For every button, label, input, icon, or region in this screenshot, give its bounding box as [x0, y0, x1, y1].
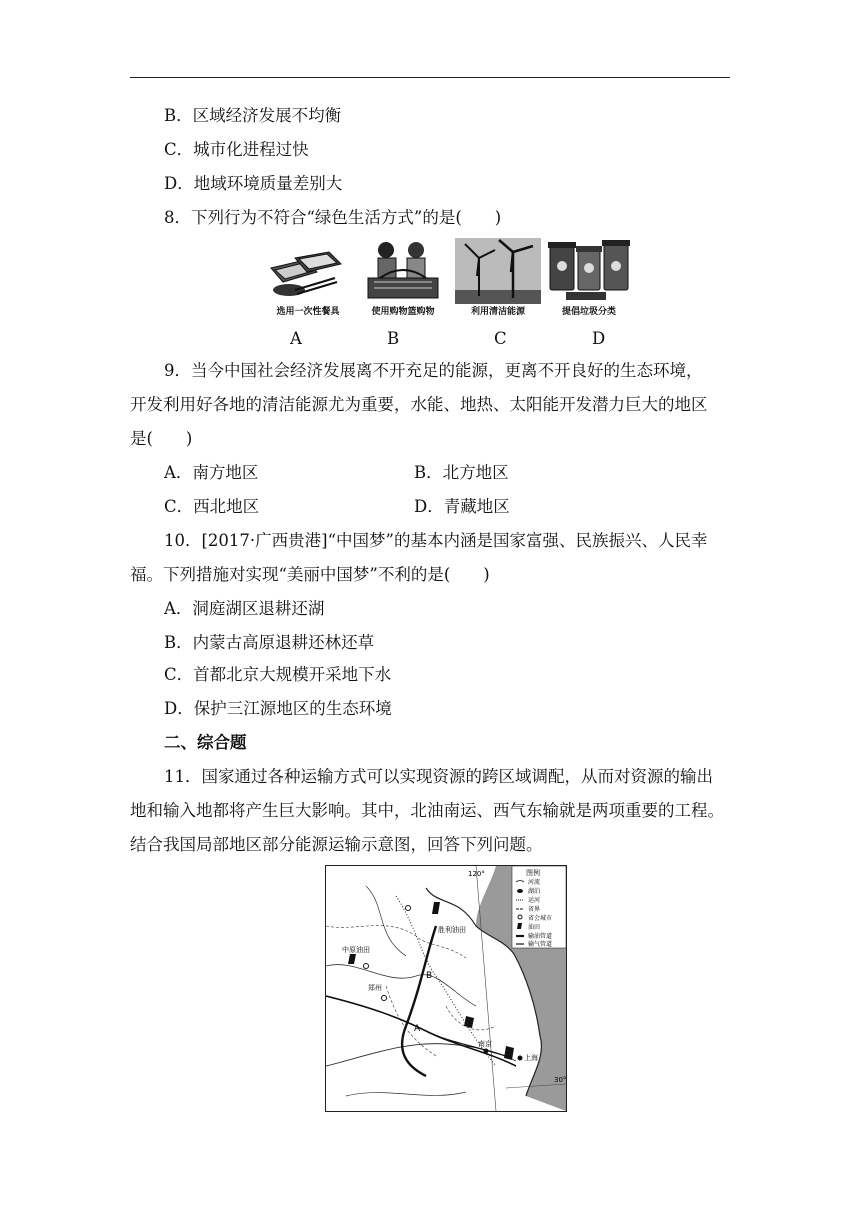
q11-stem-line-3: 结合我国局部地区部分能源运输示意图，回答下列问题。	[130, 835, 543, 854]
legend-gas-pipeline: 输气管道	[528, 941, 553, 948]
zhongyuan-label: 中原油田	[342, 946, 370, 954]
disposable-tableware-icon	[265, 238, 351, 304]
shengli-label: 胜利油田	[438, 926, 466, 934]
map-drawing	[326, 866, 566, 1111]
q8-stem: 8．下列行为不符合“绿色生活方式”的是( )	[164, 208, 502, 227]
q8-image-a	[265, 238, 351, 320]
zhengzhou-label: 郑州	[368, 984, 382, 992]
map-legend	[512, 866, 566, 948]
city-marker	[364, 964, 369, 969]
nanjing-label: 南京	[478, 1040, 492, 1048]
oil-field-marker	[504, 1046, 514, 1060]
q9-option-a: A．南方地区	[164, 463, 259, 482]
q8-caption-c: 利用清洁能源	[470, 307, 525, 317]
shopping-basket-people-icon	[360, 238, 446, 304]
q9-stem-line-3: 是( )	[130, 429, 193, 448]
city-marker	[518, 1056, 523, 1061]
parallel-label: 30°	[554, 1076, 566, 1084]
shanghai-label: 上海	[524, 1054, 538, 1062]
oil-field-marker	[464, 1016, 474, 1028]
legend-oil-pipeline: 输油管道	[528, 933, 553, 940]
q10-option-c: C．首都北京大规模开采地下水	[164, 665, 392, 684]
city-marker	[382, 996, 387, 1001]
section-heading: 二、综合题	[164, 733, 247, 752]
point-b-label: B	[426, 971, 433, 981]
q10-option-d: D．保护三江源地区的生态环境	[164, 699, 392, 718]
q8-letter-a: A	[290, 329, 302, 348]
point-a-label: A	[414, 1024, 421, 1034]
city-marker	[484, 1049, 489, 1054]
q8-letter-d: D	[592, 329, 606, 348]
legend-capital: 省会城市	[528, 915, 553, 922]
q8-image-b	[360, 238, 446, 320]
q11-stem-line-2: 地和输入地都将产生巨大影响。其中，北油南运、西气东输就是两项重要的工程。	[130, 801, 724, 820]
q10-stem-line-2: 福。下列措施对实现“美丽中国梦”不利的是( )	[130, 565, 490, 584]
q8-image-d	[546, 238, 632, 320]
q8-letter-c: C	[494, 329, 507, 348]
legend-lake: 湖泊	[528, 888, 541, 895]
legend-oilfield: 油田	[528, 924, 541, 931]
q7-option-d: D．地域环境质量差别大	[164, 174, 343, 193]
q9-option-d: D．青藏地区	[414, 497, 510, 516]
q8-caption-a: 选用一次性餐具	[276, 307, 340, 317]
q9-stem-line-1: 9．当今中国社会经济发展离不开充足的能源，更离不开良好的生态环境，	[164, 361, 703, 380]
q11-stem-line-1: 11．国家通过各种运输方式可以实现资源的跨区域调配，从而对资源的输出	[164, 767, 713, 786]
q8-caption-b: 使用购物篮购物	[371, 307, 435, 317]
q9-option-c: C．西北地区	[164, 497, 260, 516]
q10-option-b: B．内蒙古高原退耕还林还草	[164, 633, 375, 652]
city-marker	[406, 906, 411, 911]
q10-option-a: A．洞庭湖区退耕还湖	[164, 599, 325, 618]
q8-caption-d: 提倡垃圾分类	[561, 307, 616, 317]
q7-option-b: B．区域经济发展不均衡	[164, 106, 342, 125]
meridian-label: 120°	[468, 870, 485, 878]
q8-image-c	[455, 238, 541, 320]
header-rule	[130, 77, 730, 78]
oil-field-marker	[432, 902, 440, 914]
legend-boundary: 省界	[528, 906, 541, 913]
sorted-trash-bins-icon	[546, 238, 632, 304]
legend-canal: 运河	[528, 897, 541, 904]
wind-turbines-icon	[455, 238, 541, 304]
legend-title: 图例	[526, 869, 540, 877]
oil-field-marker	[348, 954, 356, 964]
q10-stem-line-1: 10．[2017·广西贵港]“中国梦”的基本内涵是国家富强、民族振兴、人民幸	[164, 531, 708, 550]
q7-option-c: C．城市化进程过快	[164, 140, 309, 159]
energy-transport-map	[325, 865, 567, 1112]
q9-option-b: B．北方地区	[414, 463, 509, 482]
q8-letter-b: B	[387, 329, 400, 348]
q9-stem-line-2: 开发利用好各地的清洁能源尤为重要，水能、地热、太阳能开发潜力巨大的地区	[130, 395, 708, 414]
legend-river: 河流	[528, 879, 541, 886]
